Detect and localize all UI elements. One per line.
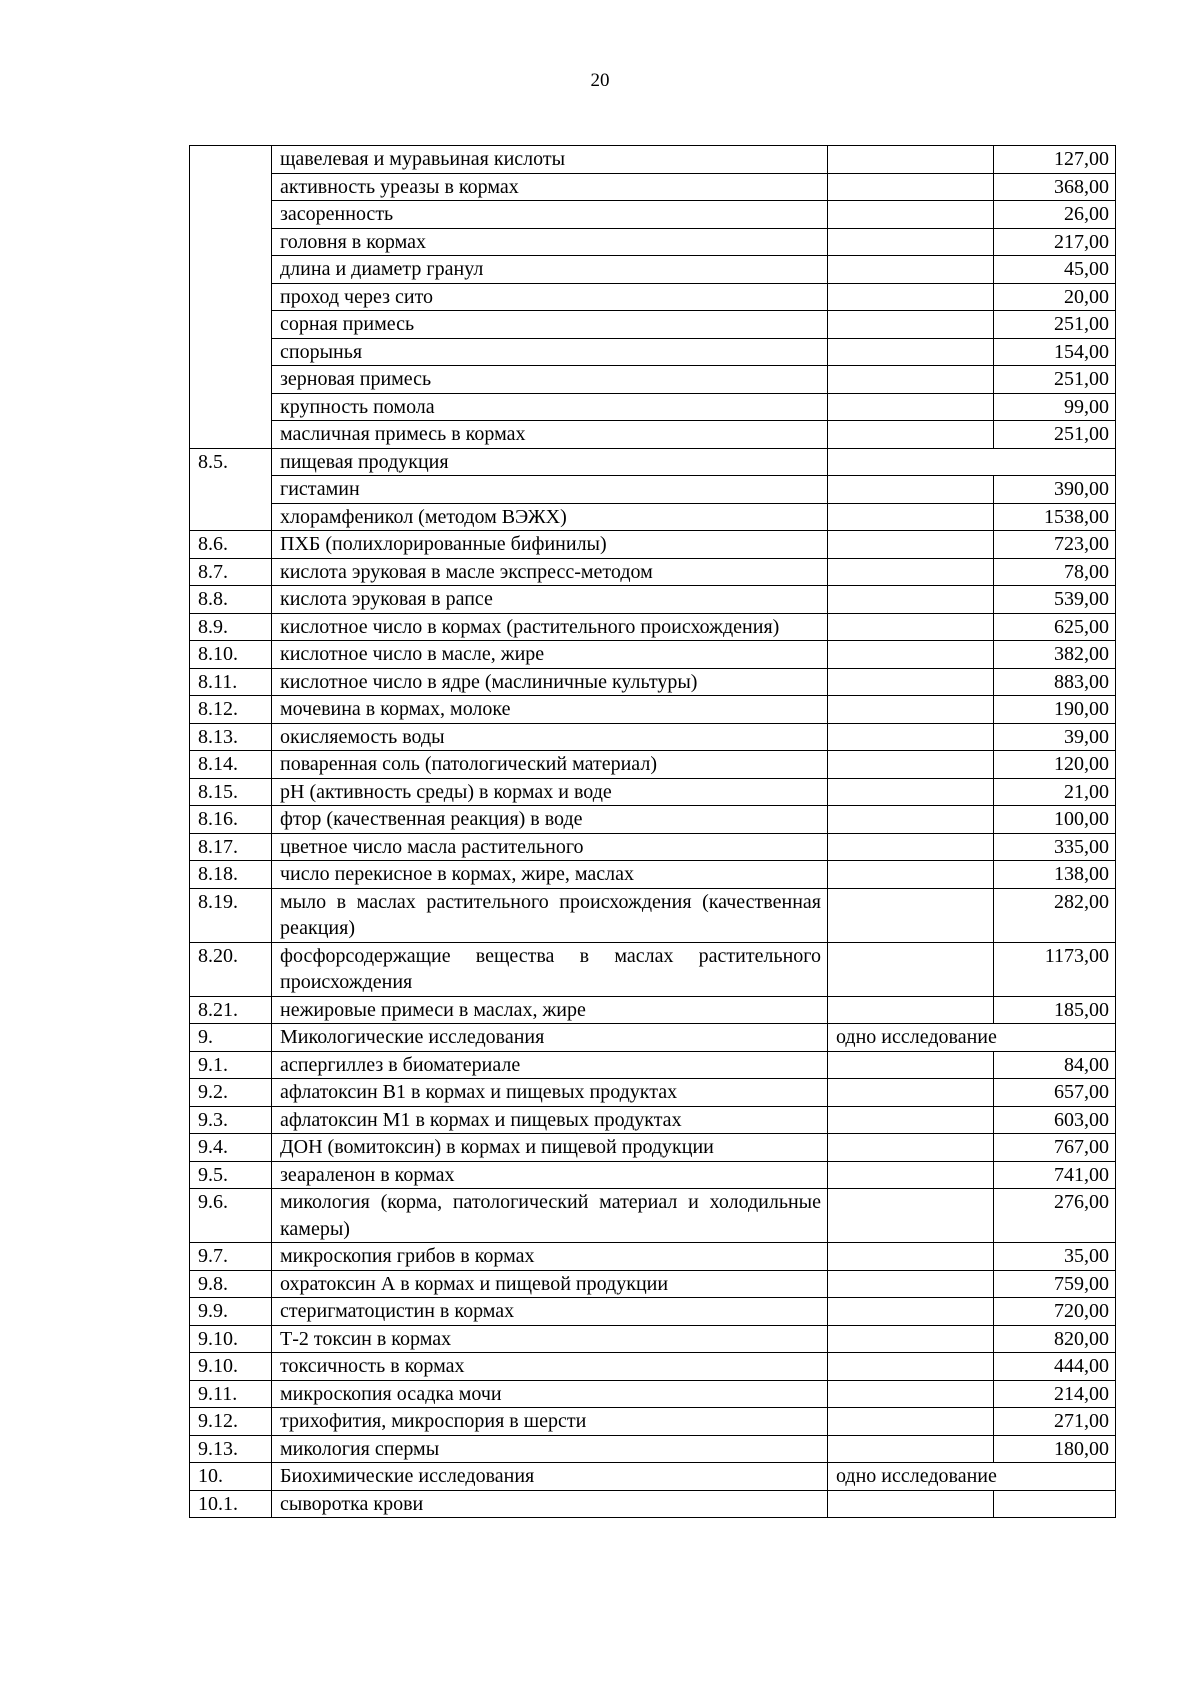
table-row [190, 778, 1116, 806]
price: 1173,00 [994, 942, 1116, 996]
test-name: головня в кормах [272, 228, 828, 256]
row-number [190, 283, 272, 311]
row-number: 8.16. [190, 806, 272, 834]
unit-cell [828, 201, 994, 229]
unit-cell [828, 421, 994, 449]
unit-cell [828, 283, 994, 311]
row-number [190, 228, 272, 256]
table-row [190, 1189, 1116, 1243]
row-number: 8.17. [190, 833, 272, 861]
price: 180,00 [994, 1435, 1116, 1463]
table-row [190, 338, 1116, 366]
row-number [190, 256, 272, 284]
price: 539,00 [994, 586, 1116, 614]
price: 820,00 [994, 1325, 1116, 1353]
row-number [190, 476, 272, 504]
table-row [190, 1490, 1116, 1518]
table-row [190, 1408, 1116, 1436]
unit-cell [828, 641, 994, 669]
test-name: pH (активность среды) в кормах и воде [272, 778, 828, 806]
row-number [190, 503, 272, 531]
unit-cell [828, 476, 994, 504]
unit-cell [828, 393, 994, 421]
unit-cell [828, 613, 994, 641]
row-number [190, 146, 272, 174]
row-number: 8.15. [190, 778, 272, 806]
test-name: фосфорсодержащие вещества в маслах растительного происхождения [272, 942, 828, 996]
table-row [190, 668, 1116, 696]
price: 217,00 [994, 228, 1116, 256]
unit-note: одно исследование [828, 1463, 1116, 1491]
unit-cell [828, 1106, 994, 1134]
unit-cell [828, 833, 994, 861]
unit-cell [828, 723, 994, 751]
row-number: 9.4. [190, 1134, 272, 1162]
table-row [190, 1161, 1116, 1189]
table-row [190, 751, 1116, 779]
price: 390,00 [994, 476, 1116, 504]
price: 276,00 [994, 1189, 1116, 1243]
test-name: микроскопия грибов в кормах [272, 1243, 828, 1271]
table-body [190, 146, 1116, 1518]
price: 271,00 [994, 1408, 1116, 1436]
price: 251,00 [994, 311, 1116, 339]
price: 625,00 [994, 613, 1116, 641]
row-number: 9.3. [190, 1106, 272, 1134]
row-number: 8.12. [190, 696, 272, 724]
test-name: микология спермы [272, 1435, 828, 1463]
row-number: 8.14. [190, 751, 272, 779]
unit-cell [828, 256, 994, 284]
unit-cell [828, 1270, 994, 1298]
test-name: кислотное число в масле, жире [272, 641, 828, 669]
table-row [190, 942, 1116, 996]
table-row [190, 861, 1116, 889]
row-number [190, 201, 272, 229]
table-row [190, 1079, 1116, 1107]
table-row [190, 146, 1116, 174]
row-number: 9.5. [190, 1161, 272, 1189]
row-number: 9.7. [190, 1243, 272, 1271]
table-row [190, 806, 1116, 834]
row-number: 9.11. [190, 1380, 272, 1408]
price: 21,00 [994, 778, 1116, 806]
test-name: число перекисное в кормах, жире, маслах [272, 861, 828, 889]
price: 214,00 [994, 1380, 1116, 1408]
row-number: 9.9. [190, 1298, 272, 1326]
unit-cell [828, 228, 994, 256]
test-name: пищевая продукция [272, 448, 828, 476]
unit-cell [828, 696, 994, 724]
price: 251,00 [994, 366, 1116, 394]
table-row [190, 503, 1116, 531]
test-name: длина и диаметр гранул [272, 256, 828, 284]
table-row [190, 613, 1116, 641]
test-name: микология (корма, патологический материал и холодильные камеры) [272, 1189, 828, 1243]
table-row [190, 1298, 1116, 1326]
price: 26,00 [994, 201, 1116, 229]
unit-cell [828, 806, 994, 834]
unit-cell [828, 668, 994, 696]
row-number: 8.10. [190, 641, 272, 669]
table-row [190, 1024, 1116, 1052]
price: 720,00 [994, 1298, 1116, 1326]
test-name: афлатоксин В1 в кормах и пищевых продуктах [272, 1079, 828, 1107]
table-row [190, 228, 1116, 256]
test-name: хлорамфеникол (методом ВЭЖХ) [272, 503, 828, 531]
price: 723,00 [994, 531, 1116, 559]
price: 444,00 [994, 1353, 1116, 1381]
row-number: 8.11. [190, 668, 272, 696]
test-name: мочевина в кормах, молоке [272, 696, 828, 724]
row-number [190, 173, 272, 201]
test-name: Биохимические исследования [272, 1463, 828, 1491]
table-row [190, 696, 1116, 724]
price: 35,00 [994, 1243, 1116, 1271]
test-name: цветное число масла растительного [272, 833, 828, 861]
table-row [190, 1134, 1116, 1162]
unit-cell [828, 1051, 994, 1079]
page-number: 20 [590, 70, 610, 91]
test-name: сорная примесь [272, 311, 828, 339]
table-row [190, 256, 1116, 284]
price: 657,00 [994, 1079, 1116, 1107]
test-name: гистамин [272, 476, 828, 504]
table-row [190, 311, 1116, 339]
test-name: сыворотка крови [272, 1490, 828, 1518]
row-number [190, 366, 272, 394]
price: 138,00 [994, 861, 1116, 889]
test-name: фтор (качественная реакция) в воде [272, 806, 828, 834]
price: 282,00 [994, 888, 1116, 942]
test-name: проход через сито [272, 283, 828, 311]
row-number: 9.12. [190, 1408, 272, 1436]
table-row [190, 1243, 1116, 1271]
price: 127,00 [994, 146, 1116, 174]
table-row [190, 173, 1116, 201]
row-number: 9.6. [190, 1189, 272, 1243]
price: 335,00 [994, 833, 1116, 861]
test-name: нежировые примеси в маслах, жире [272, 996, 828, 1024]
test-name: ПХБ (полихлорированные бифинилы) [272, 531, 828, 559]
test-name: кислота эруковая в рапсе [272, 586, 828, 614]
test-name: поваренная соль (патологический материал) [272, 751, 828, 779]
row-number: 9.10. [190, 1325, 272, 1353]
row-number: 8.5. [190, 448, 272, 476]
unit-cell [828, 1325, 994, 1353]
table-row [190, 531, 1116, 559]
test-name: зерновая примесь [272, 366, 828, 394]
test-name: мыло в маслах растительного происхождения (качественная реакция) [272, 888, 828, 942]
table-row [190, 723, 1116, 751]
test-name: масличная примесь в кормах [272, 421, 828, 449]
row-number [190, 393, 272, 421]
unit-cell [828, 558, 994, 586]
price: 251,00 [994, 421, 1116, 449]
table-row [190, 558, 1116, 586]
price: 190,00 [994, 696, 1116, 724]
test-name: спорынья [272, 338, 828, 366]
row-number: 8.6. [190, 531, 272, 559]
unit-cell [828, 173, 994, 201]
unit-cell [828, 1298, 994, 1326]
table-row [190, 201, 1116, 229]
table-row [190, 1270, 1116, 1298]
row-number: 10.1. [190, 1490, 272, 1518]
table-row [190, 366, 1116, 394]
test-name: зеараленон в кормах [272, 1161, 828, 1189]
table-row [190, 448, 1116, 476]
test-name: афлатоксин М1 в кормах и пищевых продуктах [272, 1106, 828, 1134]
table-row [190, 996, 1116, 1024]
price: 368,00 [994, 173, 1116, 201]
table-row [190, 283, 1116, 311]
price: 78,00 [994, 558, 1116, 586]
table-row [190, 421, 1116, 449]
test-name: активность уреазы в кормах [272, 173, 828, 201]
price: 39,00 [994, 723, 1116, 751]
unit-cell [828, 996, 994, 1024]
price: 1538,00 [994, 503, 1116, 531]
price: 382,00 [994, 641, 1116, 669]
unit-cell [828, 1380, 994, 1408]
unit-cell [828, 861, 994, 889]
unit-cell [828, 1490, 994, 1518]
test-name: Т-2 токсин в кормах [272, 1325, 828, 1353]
unit-note [828, 448, 1116, 476]
table-row [190, 1051, 1116, 1079]
unit-cell [828, 751, 994, 779]
price: 883,00 [994, 668, 1116, 696]
unit-cell [828, 778, 994, 806]
row-number: 9.10. [190, 1353, 272, 1381]
table-row [190, 1435, 1116, 1463]
test-name: охратоксин А в кормах и пищевой продукции [272, 1270, 828, 1298]
price: 120,00 [994, 751, 1116, 779]
row-number: 9. [190, 1024, 272, 1052]
table-row [190, 1325, 1116, 1353]
price: 20,00 [994, 283, 1116, 311]
row-number: 8.19. [190, 888, 272, 942]
row-number: 10. [190, 1463, 272, 1491]
price: 759,00 [994, 1270, 1116, 1298]
unit-note: одно исследование [828, 1024, 1116, 1052]
price: 99,00 [994, 393, 1116, 421]
table-row [190, 586, 1116, 614]
price: 603,00 [994, 1106, 1116, 1134]
row-number: 9.8. [190, 1270, 272, 1298]
unit-cell [828, 1408, 994, 1436]
price: 45,00 [994, 256, 1116, 284]
table-row [190, 393, 1116, 421]
test-name: стеригматоцистин в кормах [272, 1298, 828, 1326]
price: 154,00 [994, 338, 1116, 366]
row-number [190, 421, 272, 449]
row-number: 9.13. [190, 1435, 272, 1463]
test-name: аспергиллез в биоматериале [272, 1051, 828, 1079]
row-number [190, 311, 272, 339]
table-row [190, 888, 1116, 942]
table-row [190, 1380, 1116, 1408]
table-row [190, 476, 1116, 504]
row-number: 8.18. [190, 861, 272, 889]
price: 100,00 [994, 806, 1116, 834]
test-name: ДОН (вомитоксин) в кормах и пищевой продукции [272, 1134, 828, 1162]
unit-cell [828, 311, 994, 339]
test-name: кислотное число в кормах (растительного происхождения) [272, 613, 828, 641]
row-number [190, 338, 272, 366]
test-name: кислота эруковая в масле экспресс-методом [272, 558, 828, 586]
table-row [190, 1353, 1116, 1381]
test-name: микроскопия осадка мочи [272, 1380, 828, 1408]
unit-cell [828, 503, 994, 531]
price [994, 1490, 1116, 1518]
unit-cell [828, 1243, 994, 1271]
price: 741,00 [994, 1161, 1116, 1189]
unit-cell [828, 1079, 994, 1107]
test-name: окисляемость воды [272, 723, 828, 751]
row-number: 8.21. [190, 996, 272, 1024]
unit-cell [828, 531, 994, 559]
price: 767,00 [994, 1134, 1116, 1162]
unit-cell [828, 942, 994, 996]
unit-cell [828, 1134, 994, 1162]
test-name: трихофития, микроспория в шерсти [272, 1408, 828, 1436]
unit-cell [828, 366, 994, 394]
table-row [190, 641, 1116, 669]
price: 185,00 [994, 996, 1116, 1024]
table-row [190, 1106, 1116, 1134]
test-name: засоренность [272, 201, 828, 229]
price: 84,00 [994, 1051, 1116, 1079]
row-number: 9.1. [190, 1051, 272, 1079]
unit-cell [828, 146, 994, 174]
price-table [189, 145, 1116, 1518]
table-row [190, 1463, 1116, 1491]
row-number: 9.2. [190, 1079, 272, 1107]
unit-cell [828, 888, 994, 942]
unit-cell [828, 338, 994, 366]
row-number: 8.8. [190, 586, 272, 614]
test-name: Микологические исследования [272, 1024, 828, 1052]
test-name: токсичность в кормах [272, 1353, 828, 1381]
test-name: кислотное число в ядре (маслиничные культуры) [272, 668, 828, 696]
row-number: 8.20. [190, 942, 272, 996]
table-row [190, 833, 1116, 861]
test-name: щавелевая и муравьиная кислоты [272, 146, 828, 174]
unit-cell [828, 1161, 994, 1189]
unit-cell [828, 1353, 994, 1381]
row-number: 8.13. [190, 723, 272, 751]
test-name: крупность помола [272, 393, 828, 421]
unit-cell [828, 1435, 994, 1463]
row-number: 8.7. [190, 558, 272, 586]
unit-cell [828, 586, 994, 614]
unit-cell [828, 1189, 994, 1243]
row-number: 8.9. [190, 613, 272, 641]
